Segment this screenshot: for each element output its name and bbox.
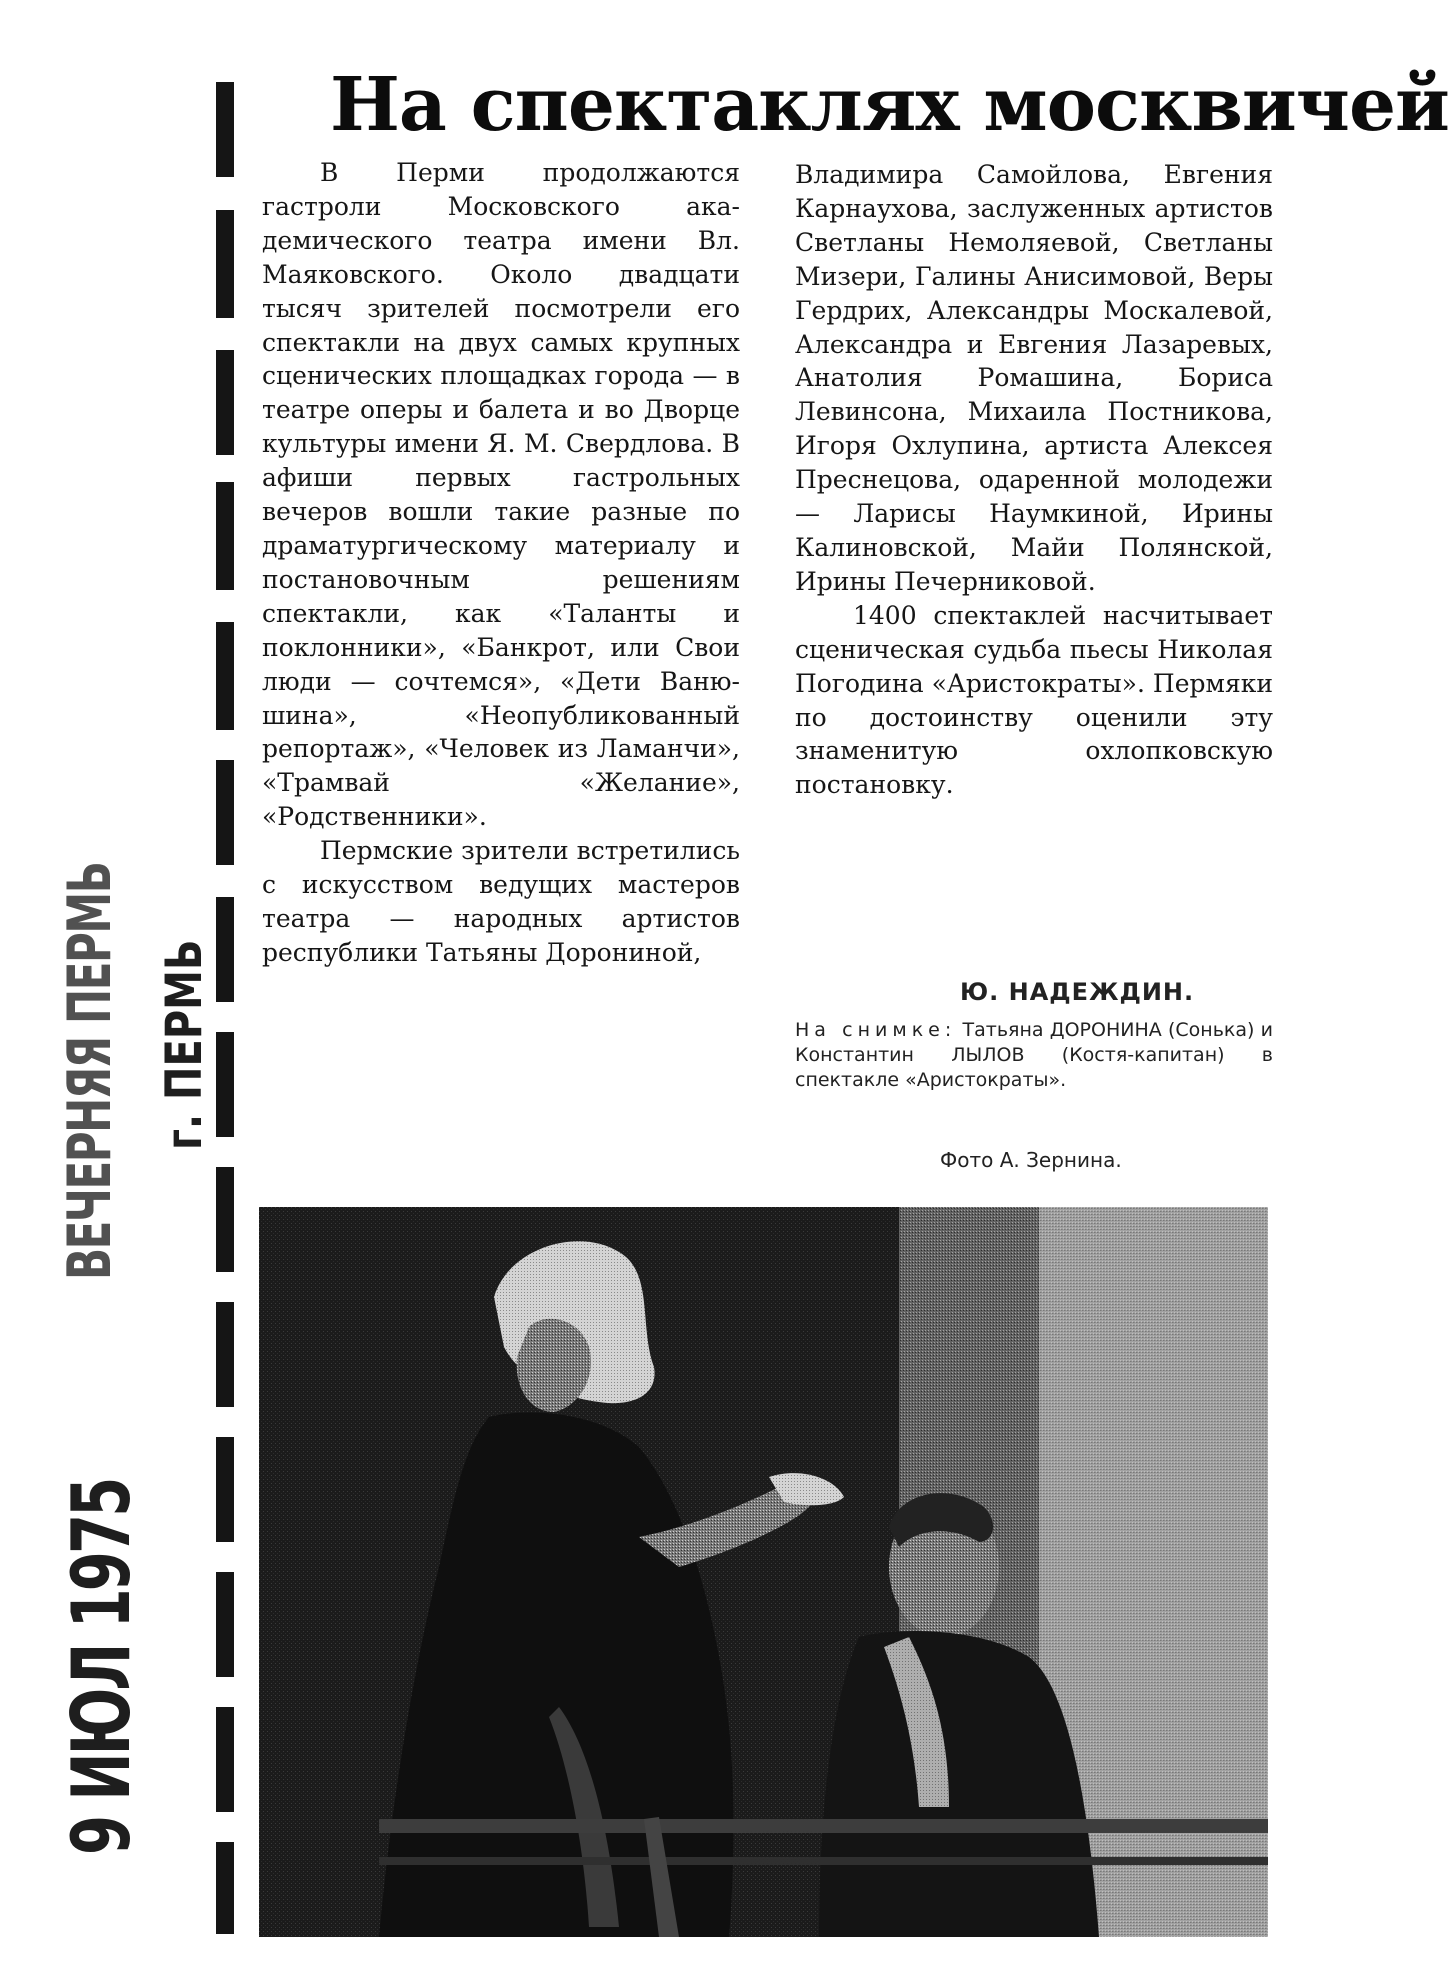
photo-credit: Фото А. Зернина. xyxy=(940,1148,1122,1172)
stamp-city: г. ПЕРМЬ xyxy=(155,939,213,1150)
clipping-edge-marks xyxy=(216,82,236,1942)
newspaper-stamp xyxy=(55,684,125,1280)
article-headline: На спектаклях москвичей xyxy=(330,62,1449,148)
caption-lead: На снимке: xyxy=(795,1019,957,1041)
article-column-1 xyxy=(262,156,740,970)
caption-text: Татьяна ДОРОНИНА (Сонька) и Константин ЛЫЛОВ (Костя-капитан) в спектакле «Аристократы». xyxy=(795,1019,1273,1091)
author-byline: Ю. НАДЕЖДИН. xyxy=(960,978,1195,1006)
photo-caption xyxy=(795,1018,1273,1093)
theatre-scene-photo xyxy=(259,1207,1268,1937)
column2-paragraph: 1400 спектаклей насчитывает сценическая судьба пьесы Николая Погодина «Аристократы». Пермяки по достоинству оценили эту знаменитую охлопковскую постановку. xyxy=(795,600,1273,800)
theatre-scene-photo-icon xyxy=(259,1207,1268,1937)
column2-paragraph: Владимира Самойлова, Евгения Карнаухова, заслуженных артистов Светланы Немоляевой, Светланы Мизери, Галины Анисимовой, Веры Гердрих, Александры Москалевой, Александра и Евгения Лазаревых, Анатолия Ромашина, Бориса Левинсона, Михаила Постникова, Игоря Охлупина, артиста Алексея Преснецова, одаренной молодежи — Ларисы Наумкиной, Ирины Калиновской, Майи Полянской, Ирины Печерниковой. xyxy=(795,160,1273,596)
column1-paragraph: Пермские зрители встретились с искусством ведущих мастеров театра — народных артистов республики Татьяны Дорониной, xyxy=(262,836,740,967)
article-column-2 xyxy=(795,158,1273,802)
stamp-date: 9 ИЮЛ 1975 xyxy=(55,1479,148,1855)
column1-paragraph: В Перми продолжаются гастроли Московского академического театра имени Вл. Маяковского. Около двадцати тысяч зрителей посмотрели его спектакли на двух самых крупных сценических площадках города — в театре оперы и балета и во Дворце культуры имени Я. М. Свердлова. В афиши первых гастрольных вечеров вошли такие разные по драматургическому материалу и постановочным решениям спектакли, как «Таланты и поклонники», «Банкрот, или Свои люди — сочтемся», «Дети Ванюшина», «Неопубликованный репортаж», «Человек из Ламанчи», «Трамвай «Желание», «Родственники». xyxy=(262,158,740,832)
stamp-newspaper: ВЕЧЕРНЯЯ ПЕРМЬ xyxy=(55,862,125,1280)
city-stamp xyxy=(155,887,213,1150)
